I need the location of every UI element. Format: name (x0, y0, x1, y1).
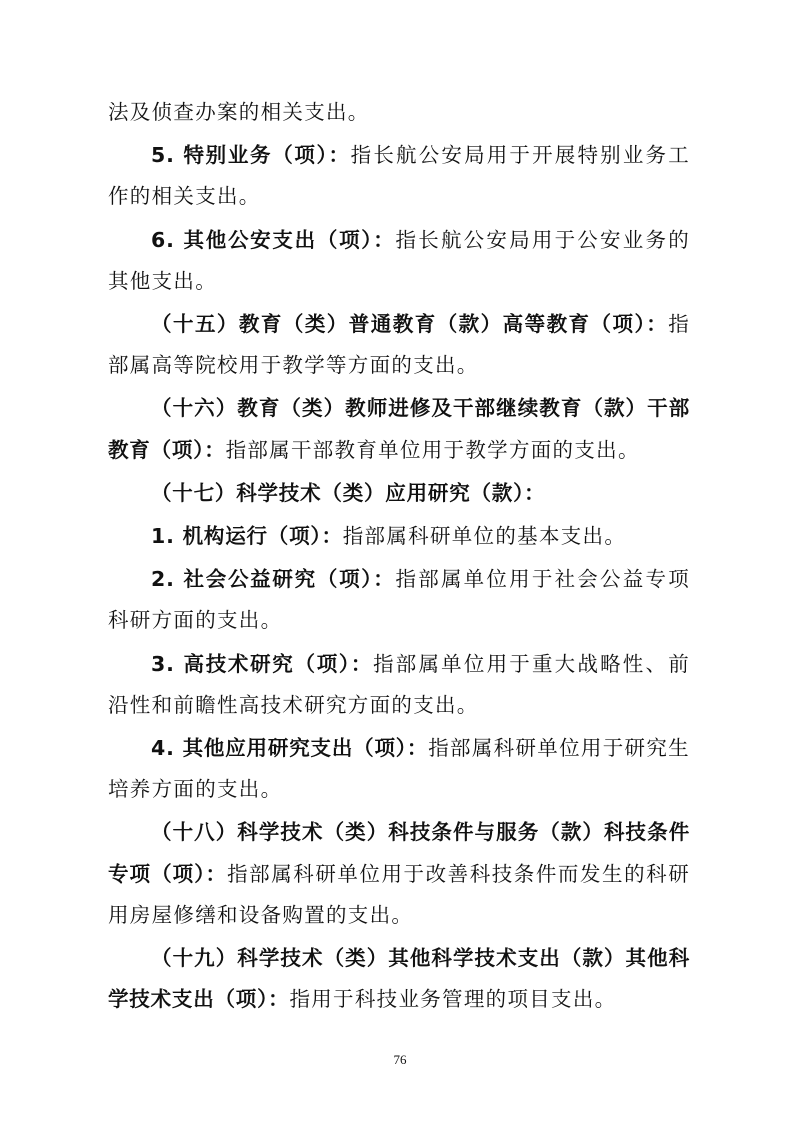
paragraph-applied-research (108, 473, 690, 514)
paragraph-text: 指用于科技业务管理的项目支出。 (289, 987, 617, 1012)
paragraph-text: 指部属科研单位用于改善科技条件而发生的科研用房屋修缮和设备购置的支出。 (108, 861, 690, 927)
paragraph-text: 法及侦查办案的相关支出。 (108, 100, 370, 124)
paragraph-text: 指部属科研单位用于研究生培养方面的支出。 (108, 736, 690, 802)
page-number: 76 (393, 1052, 407, 1067)
paragraph-cadre-education (108, 388, 690, 470)
paragraph-heading: （十九）科学技术（类）其他科学技术支出（款）其他科学技术支出（项）： (108, 946, 690, 1012)
paragraph-continuation (108, 92, 690, 133)
paragraph-heading: （十六）教育（类）教师进修及干部继续教育（款）干部教育（项）： (108, 396, 690, 462)
paragraph-text: 指部属干部教育单位用于教学方面的支出。 (225, 437, 640, 462)
paragraph-other-science (108, 938, 690, 1020)
paragraph-heading: 6. 其他公安支出（项）： (151, 227, 396, 252)
paragraph-heading: 4. 其他应用研究支出（项）： (151, 736, 429, 761)
paragraph-text: 指长航公安局用于公安业务的其他支出。 (108, 227, 691, 293)
paragraph-heading: （十七）科学技术（类）应用研究（款）： (151, 480, 546, 505)
paragraph-other-applied-research (108, 728, 690, 810)
paragraph-heading: 5. 特别业务（项）： (151, 143, 351, 168)
paragraph-heading: （十五）教育（类）普通教育（款）高等教育（项）： (151, 312, 669, 337)
paragraph-high-tech-research (108, 644, 690, 726)
paragraph-text: 指部属高等院校用于教学等方面的支出。 (108, 312, 690, 378)
paragraph-text: 指部属单位用于重大战略性、前沿性和前瞻性高技术研究方面的支出。 (108, 651, 690, 717)
paragraph-heading: （十八）科学技术（类）科技条件与服务（款）科技条件专项（项）： (108, 820, 690, 886)
paragraph-higher-education (108, 304, 690, 386)
paragraph-public-welfare-research (108, 559, 690, 641)
paragraph-institution-operation (108, 516, 690, 557)
paragraph-heading: 2. 社会公益研究（项）： (151, 567, 396, 592)
paragraph-text: 指部属单位用于社会公益专项科研方面的支出。 (108, 567, 691, 633)
paragraph-special-business (108, 135, 690, 217)
document-body (108, 92, 690, 1022)
paragraph-heading: 3. 高技术研究（项）： (151, 651, 374, 676)
paragraph-text: 指长航公安局用于开展特别业务工作的相关支出。 (108, 143, 690, 209)
paragraph-tech-conditions (108, 812, 690, 936)
paragraph-other-police (108, 220, 690, 302)
paragraph-text: 指部属科研单位的基本支出。 (342, 524, 627, 549)
paragraph-heading: 1. 机构运行（项）： (151, 524, 343, 549)
